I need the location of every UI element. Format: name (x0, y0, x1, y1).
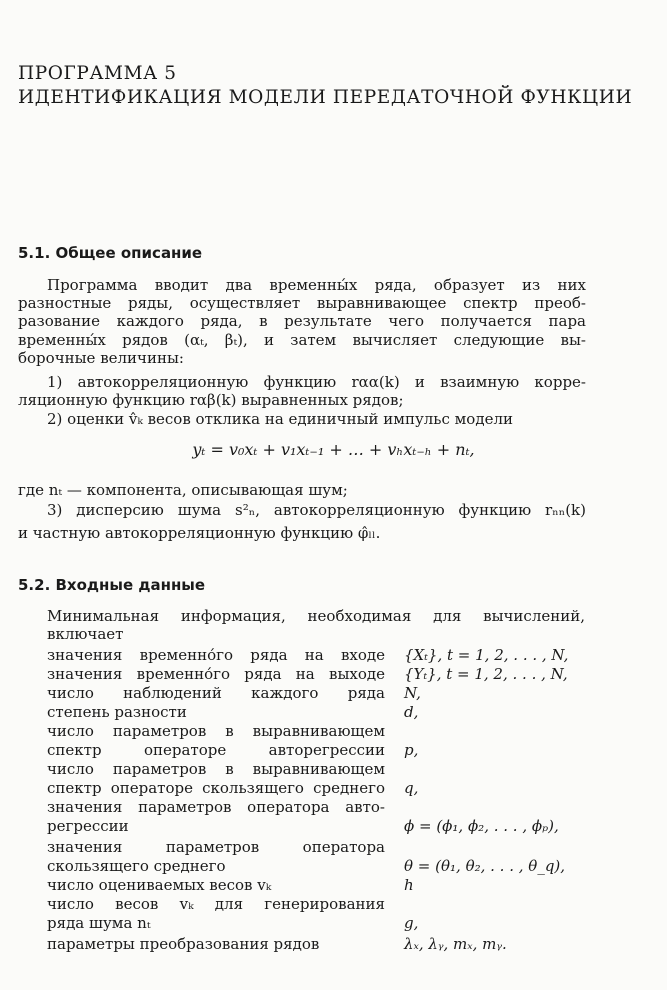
input-label: значения параметров оператора (47, 838, 385, 856)
input-label: число весов vₖ для генерирования (47, 895, 385, 913)
model-formula: yₜ = v₀xₜ + v₁xₜ₋₁ + … + vₕxₜ₋ₕ + nₜ, (192, 440, 475, 459)
item-1-paragraph (18, 373, 586, 409)
input-row (47, 722, 647, 740)
input-label: степень разности (47, 703, 187, 721)
input-value: q, (404, 779, 419, 797)
text-line: и частную автокорреляционную функцию φ̂ₗₗ. (18, 524, 381, 543)
input-label: значения параметров оператора авто- (47, 798, 385, 816)
input-value: ϕ = (ϕ₁, ϕ₂, . . . , ϕₚ), (404, 817, 559, 835)
input-row (47, 857, 647, 875)
input-row (47, 798, 647, 816)
item-3-paragraph (18, 501, 586, 542)
text-line: ляционную функцию rαβ(k) выравненных рядов; (18, 391, 404, 410)
input-label: число параметров в выравнивающем (47, 722, 385, 740)
input-value: d, (404, 703, 419, 721)
text-line: 2) оценки v̂ₖ весов отклика на единичный импульс модели (47, 410, 513, 428)
input-label: регрессии (47, 817, 129, 835)
text-line: 1) автокорреляционную функцию rαα(k) и взаимную корре- (47, 373, 586, 391)
input-label: число оцениваемых весов vₖ (47, 876, 272, 894)
input-label: число наблюдений каждого ряда (47, 684, 385, 702)
text-line: Программа вводит два временны́х ряда, образует из них (47, 276, 586, 294)
input-row (47, 876, 647, 894)
input-row (47, 665, 647, 683)
general-description-paragraph (18, 276, 586, 367)
input-label: значения временно́го ряда на выходе (47, 665, 385, 683)
input-label: число параметров в выравнивающем (47, 760, 385, 778)
input-row (47, 914, 647, 932)
text-line: Минимальная информация, необходимая для вычислений, (47, 607, 585, 625)
input-value: p, (404, 741, 419, 759)
noise-definition (18, 481, 586, 499)
text-line: включает (47, 625, 124, 643)
input-row (47, 684, 647, 702)
input-value: {Yₜ}, t = 1, 2, . . . , N, (404, 665, 568, 683)
text-line: разностные ряды, осуществляет выравнивающее спектр преоб- (18, 294, 586, 313)
input-label: спектр операторе скользящего среднего (47, 779, 385, 797)
input-row (47, 779, 647, 797)
input-row (47, 838, 647, 856)
text-line: где nₜ — компонента, описывающая шум; (18, 481, 348, 499)
input-label: параметры преобразования рядов (47, 935, 320, 953)
input-value: λₓ, λᵧ, mₓ, mᵧ. (404, 935, 507, 953)
input-row (47, 646, 647, 664)
input-row (47, 760, 647, 778)
input-value: N, (404, 684, 421, 702)
input-row (47, 895, 647, 913)
input-label: значения временно́го ряда на входе (47, 646, 385, 664)
text-line: борочные величины: (18, 348, 184, 367)
input-row (47, 741, 647, 759)
text-line: временны́х рядов (αₜ, βₜ), и затем вычисляет следующие вы- (18, 330, 586, 349)
input-row (47, 703, 647, 721)
input-label: скользящего среднего (47, 857, 226, 875)
input-value: θ = (θ₁, θ₂, . . . , θ_q), (404, 857, 566, 875)
input-label: ряда шума nₜ (47, 914, 151, 932)
section-heading-input: 5.2. Входные данные (18, 576, 206, 594)
item-2-paragraph (18, 410, 586, 428)
text-line: разование каждого ряда, в результате чего получается пара (18, 312, 586, 331)
text-line: 3) дисперсию шума s²ₙ, автокорреляционную функцию rₙₙ(k) (47, 501, 586, 519)
input-row (47, 935, 647, 953)
program-number: ПРОГРАММА 5 (18, 63, 177, 84)
input-label: спектр операторе авторегрессии (47, 741, 385, 759)
input-value: g, (404, 914, 419, 932)
input-row (47, 817, 647, 835)
section-heading-general: 5.1. Общее описание (18, 244, 203, 262)
input-value: {Xₜ}, t = 1, 2, . . . , N, (404, 646, 569, 664)
input-intro (47, 607, 585, 643)
program-title (18, 62, 632, 110)
input-value: h (404, 876, 414, 894)
program-name: ИДЕНТИФИКАЦИЯ МОДЕЛИ ПЕРЕДАТОЧНОЙ ФУНКЦИИ (18, 87, 633, 108)
